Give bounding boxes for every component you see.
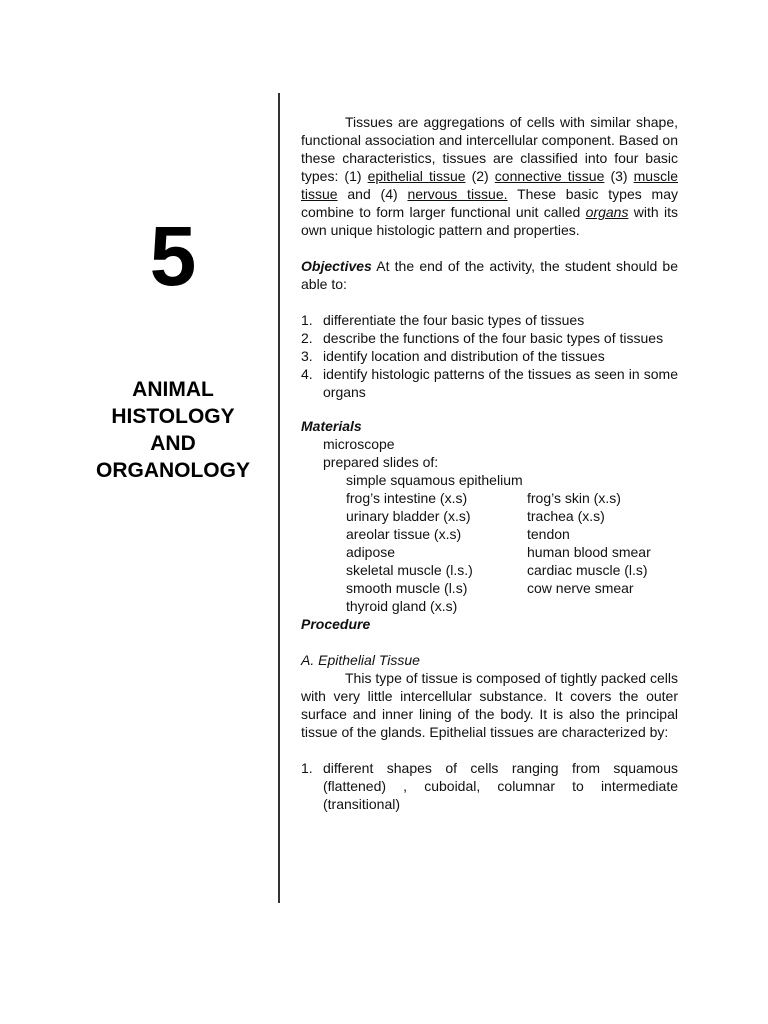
material-prepared-slides: prepared slides of:: [323, 454, 439, 470]
section-a-title: A. Epithelial Tissue: [301, 652, 420, 668]
intro-text: with its own unique histologic pattern and properties.: [301, 204, 678, 238]
slide-item: thyroid gland (x.s): [346, 598, 458, 614]
slides-grid: [301, 489, 678, 615]
tissue-type-link: muscle tissue: [301, 168, 678, 202]
slide-item: human blood smear: [527, 544, 651, 560]
list-text: different shapes of cells ranging from squamous (flattened) , cuboidal, columnar to intermediate (transitional): [323, 760, 678, 812]
list-item: [301, 759, 678, 813]
slide-item: tendon: [527, 526, 570, 542]
list-number: 3.: [301, 348, 313, 364]
slide-item: skeletal muscle (l.s.): [346, 562, 473, 578]
objectives-paragraph: [301, 257, 678, 293]
slide-item: smooth muscle (l.s): [346, 580, 468, 596]
materials-heading: Materials: [301, 418, 362, 434]
list-text: identify location and distribution of the tissues: [323, 348, 605, 364]
list-item: [301, 365, 678, 401]
list-number: 2.: [301, 330, 313, 346]
slide-item: urinary bladder (x.s): [346, 508, 471, 524]
material-microscope: microscope: [323, 436, 395, 452]
procedure-heading: Procedure: [301, 616, 371, 632]
intro-text: (3): [604, 168, 634, 184]
slide-item: simple squamous epithelium: [346, 472, 523, 488]
objectives-heading: Objectives: [301, 258, 372, 274]
slide-item: areolar tissue (x.s): [346, 526, 462, 542]
objectives-lead: At the end of the activity, the student should be able to:: [301, 258, 678, 292]
chapter-number: 5: [149, 209, 197, 303]
intro-text: and (4): [337, 186, 408, 202]
tissue-type-link: epithelial tissue: [367, 168, 466, 184]
tissue-type-link: connective tissue: [494, 168, 605, 184]
chapter-sidebar: [0, 0, 278, 1024]
intro-paragraph: [301, 113, 678, 239]
list-item: [301, 347, 678, 365]
intro-text: These basic types may combine to form larger functional unit called: [301, 186, 678, 220]
chapter-title-line: ANIMAL: [132, 378, 214, 401]
slide-item: [527, 597, 707, 615]
slide-item: trachea (x.s): [527, 508, 605, 524]
vertical-divider: [278, 93, 280, 903]
chapter-title: [60, 376, 286, 484]
list-number: 1.: [301, 312, 313, 328]
list-text: identify histologic patterns of the tissues as seen in some organs: [323, 366, 678, 400]
list-number: 4.: [301, 366, 313, 382]
slide-item: frog’s skin (x.s): [527, 490, 621, 506]
intro-text: Tissues are aggregations of cells with similar shape, functional association and intercellular component. Based on these characteristics, tissues are classified into four basic types: (1): [301, 114, 678, 184]
slide-item: cow nerve smear: [527, 580, 634, 596]
chapter-title-line: AND: [150, 432, 196, 455]
slide-item: frog’s intestine (x.s): [346, 490, 468, 506]
main-content: [301, 113, 678, 813]
list-number: 1.: [301, 760, 313, 776]
section-a-body: This type of tissue is composed of tightly packed cells with very little intercellular substance. It covers the outer surface and inner lining of the body. It is also the principal tissue of the glands. Epithelial tissues are characterized by:: [301, 670, 678, 740]
slide-item: adipose: [346, 544, 396, 560]
intro-text: (2): [465, 168, 495, 184]
objectives-list: [301, 311, 678, 401]
organs-term: organs: [585, 204, 629, 220]
epithelial-characteristics-list: [301, 759, 678, 813]
list-item: [301, 311, 678, 329]
slide-item: cardiac muscle (l.s): [527, 562, 648, 578]
list-text: describe the functions of the four basic types of tissues: [323, 330, 664, 346]
list-text: differentiate the four basic types of tissues: [323, 312, 585, 328]
tissue-type-link: nervous tissue.: [407, 186, 508, 202]
chapter-title-line: HISTOLOGY: [111, 405, 235, 428]
chapter-title-line: ORGANOLOGY: [95, 459, 250, 482]
list-item: [301, 329, 678, 347]
